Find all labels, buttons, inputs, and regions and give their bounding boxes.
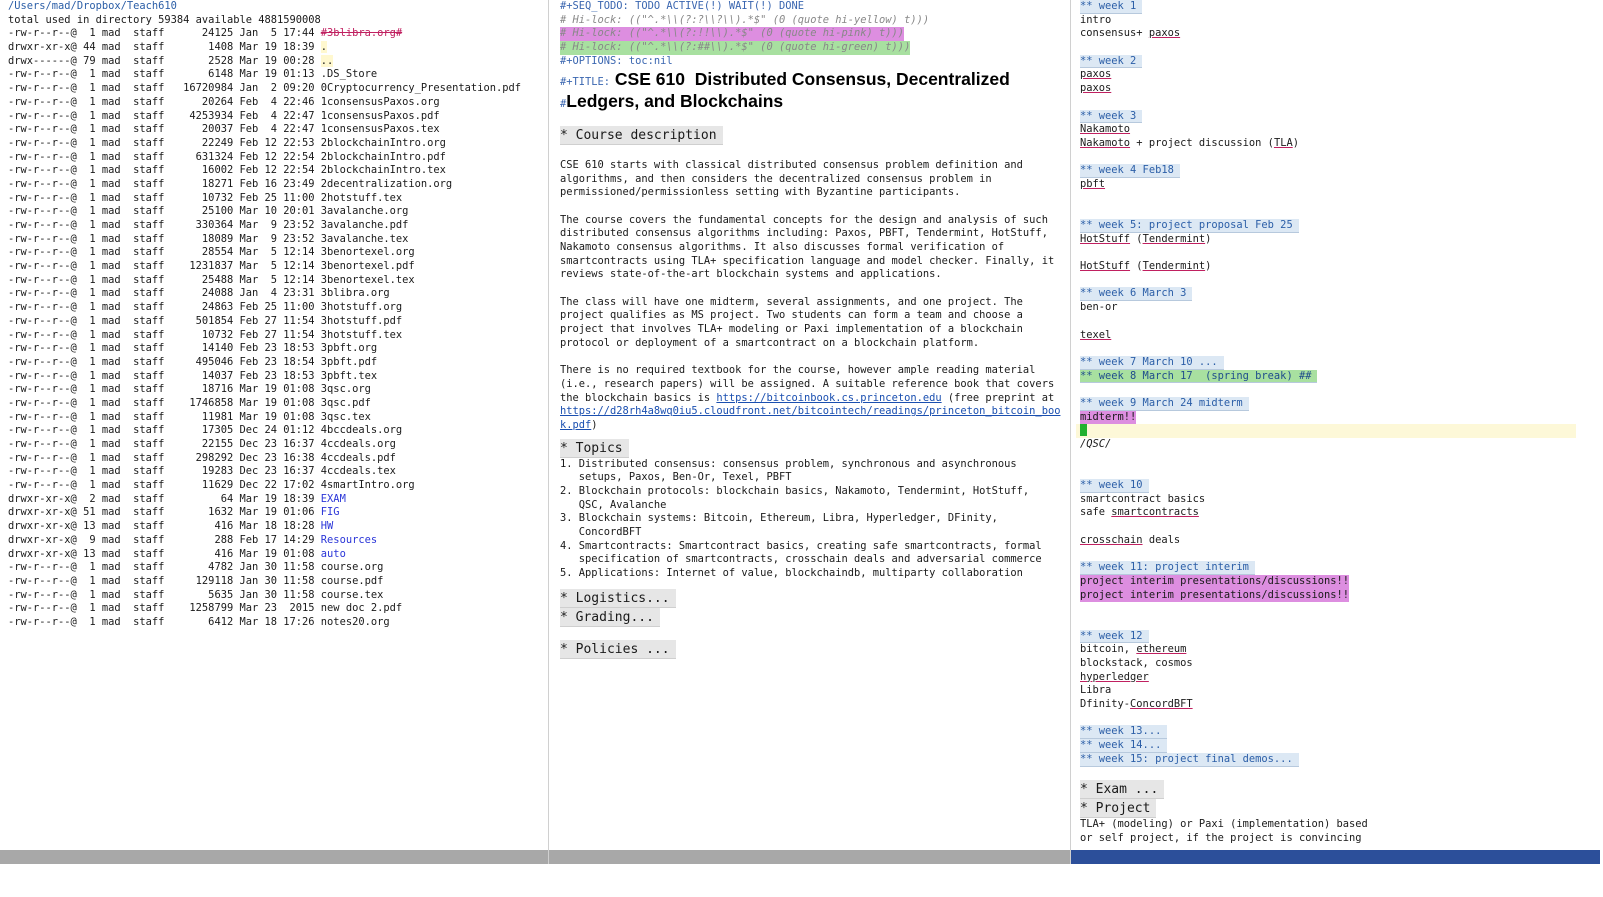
- note-line: Libra: [1080, 684, 1112, 697]
- note-line: safe: [1080, 506, 1112, 519]
- dired-row-meta: -rw-r--r--@ 1 mad staff 1231837 Mar 5 12:14: [8, 260, 321, 273]
- dired-file-name[interactable]: 2decentralization.org: [320, 177, 453, 190]
- topic-line: 3. Blockchain systems: Bitcoin, Ethereum, Libra, Hyperledger, DFinity,: [560, 512, 998, 525]
- week-heading[interactable]: ** week 12: [1080, 630, 1149, 644]
- bitcoinbook-link[interactable]: https://bitcoinbook.cs.princeton.edu: [716, 391, 942, 404]
- modeline-notes-active[interactable]: [1071, 850, 1600, 864]
- dired-row[interactable]: [8, 493, 544, 507]
- dired-row[interactable]: [8, 246, 544, 260]
- topic-line: specification of smartcontracts, crosschain deals and adversarial commerce: [560, 553, 1042, 566]
- dired-row[interactable]: [8, 534, 544, 548]
- dired-row[interactable]: [8, 438, 544, 452]
- dired-row[interactable]: [8, 219, 544, 233]
- dired-row-meta: -rw-r--r--@ 1 mad staff 24863 Feb 25 11:00: [8, 301, 321, 314]
- desc-p4-line2: (i.e., research papers) will be assigned. A suitable reference book that covers: [560, 377, 1055, 390]
- modeline-course[interactable]: [549, 850, 1070, 864]
- note-line: TLA+ (modeling) or Paxi (implementation) based: [1080, 818, 1368, 831]
- dired-file-name[interactable]: 3qsc.tex: [320, 410, 371, 423]
- dired-row[interactable]: [8, 287, 544, 301]
- note-word: HotStuff: [1080, 232, 1131, 245]
- dired-row-meta: -rw-r--r--@ 1 mad staff 24088 Jan 4 23:31: [8, 287, 321, 300]
- topic-line: setups, Paxos, Ben-Or, Texel, PBFT: [560, 471, 792, 484]
- dired-file-name[interactable]: .: [320, 41, 328, 54]
- dired-row-meta: -rw-r--r--@ 1 mad staff 18716 Mar 19 01:08: [8, 383, 321, 396]
- dired-file-name[interactable]: 2blockchainIntro.tex: [320, 164, 446, 177]
- desc-p2-line1: The course covers the fundamental concepts for the design and analysis of such: [560, 213, 1048, 226]
- dired-file-name[interactable]: 1consensusPaxos.org: [320, 95, 440, 108]
- dired-file-name[interactable]: #3blibra.org#: [320, 27, 403, 40]
- dired-row[interactable]: [8, 151, 544, 165]
- dired-directory-name[interactable]: EXAM: [320, 492, 346, 505]
- dired-row[interactable]: [8, 465, 544, 479]
- dired-row-meta: -rw-r--r--@ 1 mad staff 631324 Feb 12 22:54: [8, 150, 321, 163]
- dired-row[interactable]: [8, 548, 544, 562]
- note-line: Dfinity-: [1080, 698, 1131, 711]
- heading-exam[interactable]: * Exam ...: [1080, 780, 1164, 799]
- dired-row-meta: drwxr-xr-x@ 51 mad staff 1632 Mar 19 01:06: [8, 506, 321, 519]
- topic-line: QSC, Avalanche: [560, 498, 667, 511]
- princeton-pdf-link-cont[interactable]: k.pdf: [560, 418, 592, 431]
- dired-row[interactable]: [8, 329, 544, 343]
- text-cursor: [1080, 424, 1087, 436]
- hilock-green-line: # Hi-lock: (("^.*\\(?:##\\).*$" (0 (quote hi-green) t))): [560, 41, 911, 54]
- desc-p3-line1: The class will have one midterm, several assignments, and one project. The: [560, 295, 1023, 308]
- dired-row-meta: -rw-r--r--@ 1 mad staff 18089 Mar 9 23:52: [8, 232, 321, 245]
- dired-row-meta: -rw-r--r--@ 1 mad staff 20264 Feb 4 22:46: [8, 95, 321, 108]
- note-line: hyperledger: [1080, 670, 1149, 683]
- dired-row-meta: -rw-r--r--@ 1 mad staff 10732 Feb 27 11:54: [8, 328, 321, 341]
- dired-row-meta: -rw-r--r--@ 1 mad staff 22155 Dec 23 16:37: [8, 438, 321, 450]
- dired-row-meta: -rw-r--r--@ 1 mad staff 330364 Mar 9 23:52: [8, 219, 321, 231]
- dired-row[interactable]: [8, 383, 544, 397]
- dired-directory-name[interactable]: FIG: [320, 506, 340, 519]
- dired-row-meta: -rw-r--r--@ 1 mad staff 129118 Jan 30 11:58: [8, 574, 321, 587]
- note-word: Tendermint: [1142, 232, 1206, 245]
- dired-row-meta: -rw-r--r--@ 1 mad staff 1258799 Mar 23 2015: [8, 602, 321, 615]
- note-line: /QSC/: [1080, 438, 1112, 450]
- dired-file-name[interactable]: 3qsc.pdf: [320, 396, 371, 409]
- week-heading[interactable]: ** week 1: [1080, 0, 1142, 14]
- dired-row-meta: -rw-r--r--@ 1 mad staff 19283 Dec 23 16:37: [8, 465, 321, 478]
- dired-row[interactable]: [8, 137, 544, 151]
- note-word: paxos: [1148, 27, 1181, 40]
- seq-todo-line: #+SEQ_TODO: TODO ACTIVE(!) WAIT(!) DONE: [560, 0, 804, 12]
- dired-directory-name[interactable]: auto: [320, 547, 346, 560]
- dired-file-name[interactable]: new doc 2.pdf: [320, 602, 403, 615]
- dired-file-name[interactable]: 3benortexel.tex: [320, 273, 415, 286]
- note-word: Tendermint: [1142, 260, 1206, 273]
- dired-row[interactable]: [8, 424, 544, 438]
- note-punct: ): [1205, 232, 1212, 245]
- dired-file-name[interactable]: .DS_Store: [320, 68, 378, 81]
- hilock-yellow-line: # Hi-lock: (("^.*\\(?:?\\?\\).*$" (0 (quote hi-yellow) t))): [560, 13, 930, 26]
- dired-row-meta: -rw-r--r--@ 1 mad staff 25488 Mar 5 12:14: [8, 273, 321, 286]
- dired-row-meta: -rw-r--r--@ 1 mad staff 16002 Feb 12 22:54: [8, 164, 321, 177]
- dired-file-name[interactable]: 3blibra.org: [320, 287, 390, 300]
- week-heading[interactable]: ** week 14...: [1080, 739, 1167, 753]
- note-punct: (: [1130, 260, 1143, 273]
- note-word: Nakamoto: [1080, 136, 1131, 149]
- note-line: texel: [1080, 328, 1112, 341]
- dired-file-name[interactable]: 3qsc.org: [320, 383, 371, 396]
- dired-row[interactable]: [8, 27, 544, 41]
- dired-row-meta: -rw-r--r--@ 1 mad staff 14140 Feb 23 18:53: [8, 342, 321, 355]
- desc-p1-line3: permissioned/permissionless setting with Byzantine participants.: [560, 186, 961, 199]
- dired-file-name[interactable]: 3hotstuff.tex: [320, 328, 403, 341]
- dired-row[interactable]: [8, 520, 544, 534]
- dired-row[interactable]: [8, 616, 544, 630]
- window-divider[interactable]: [1070, 0, 1071, 869]
- week-heading[interactable]: ** week 13...: [1080, 725, 1167, 739]
- dired-row-meta: drwx------@ 79 mad staff 2528 Mar 19 00:28: [8, 54, 321, 67]
- note-punct: (: [1130, 232, 1143, 245]
- week-heading[interactable]: ** week 4 Feb18: [1080, 164, 1180, 178]
- note-line: or self project, if the project is convincing: [1080, 831, 1362, 844]
- topic-line: ConcordBFT: [560, 526, 642, 538]
- topic-line: 2. Blockchain protocols: blockchain basics, Nakamoto, Tendermint, HotStuff,: [560, 484, 1030, 497]
- topic-line: 4. Smartcontracts: Smartcontract basics, creating safe smartcontracts, formal: [560, 539, 1042, 552]
- dired-row[interactable]: [8, 96, 544, 110]
- dired-file-name[interactable]: 2blockchainIntro.pdf: [320, 150, 446, 163]
- dired-row-meta: -rw-r--r--@ 1 mad staff 14037 Feb 23 18:53: [8, 369, 321, 382]
- note-word: crosschain: [1080, 533, 1143, 546]
- week-heading[interactable]: ** week 11: project interim: [1080, 561, 1255, 575]
- desc-p2-line3: Nakamoto consensus algorithms. It also discusses formal verification of: [560, 240, 1005, 253]
- desc-p2-line4: smartcontracts using TLA+ specification language and model checker. Finally, it: [560, 254, 1055, 267]
- modeline-dired[interactable]: [0, 850, 548, 864]
- week-heading[interactable]: ** week 6 March 3: [1080, 287, 1192, 301]
- topic-line: 1. Distributed consensus: consensus problem, synchronous and asynchronous: [560, 457, 1017, 470]
- dired-row-meta: -rw-r--r--@ 1 mad staff 20037 Feb 4 22:47: [8, 123, 321, 136]
- note-line: deals: [1142, 533, 1181, 546]
- dired-row[interactable]: [8, 452, 544, 466]
- heading-grading[interactable]: * Grading...: [560, 608, 660, 627]
- week-heading[interactable]: ** week 5: project proposal Feb 25: [1080, 219, 1299, 233]
- princeton-pdf-link[interactable]: https://d28rh4a8wq0iu5.cloudfront.net/bitcointech/readings/princeton_bitcoin_boo: [560, 405, 1061, 418]
- note-line-highlighted: project interim presentations/discussions!!: [1080, 574, 1349, 587]
- dired-file-name[interactable]: 3avalanche.pdf: [320, 219, 409, 231]
- desc-p1-line1: CSE 610 starts with classical distributed consensus problem definition and: [560, 158, 1023, 171]
- note-punct: ): [1205, 260, 1212, 273]
- dired-row-meta: -rw-r--r--@ 1 mad staff 22249 Feb 12 22:53: [8, 136, 321, 149]
- course-org-pane[interactable]: #+SEQ_TODO: TODO ACTIVE(!) WAIT(!) DONE # Hi-lock: (("^.*\\(?:?\\?\\).*$" (0 (quote hi-yellow) t))) # Hi-lock: (("^.*\\(?:!!\\).*$" (0 (quote hi-pink) t))) # Hi-lock: (("^.*\\(?:##\\).*$" (0 (quote hi-green) t))) #+OPTIONS: toc:nil #+TITLE: CSE 610 Distributed Consensus, Decentralized #Ledgers, and Blockchains * Course description CSE 610 starts with classical distributed consensus problem definition and algorithms, and then considers the decentralized consensus problem in permissioned/permissionless setting with Byzantine participants. The course covers the fundamental concepts for the design and analysis of such distributed consensus algorithms including: Paxos, PBFT, Tendermint, HotStuff, Nakamoto consensus algorithms. It also discusses formal verification of smartcontracts using TLA+ specification language and model checker. Finally, it reviews state-of-the-art blockchain systems and applications. The class will have one midterm, several assignments, and one project. The project qualifies as MS project. Two students can form a team and choose a project that involves TLA+ modeling or Paxi implementation of a blockchain protocol or deployment of a smartcontract on a blockchain platform. There is no required textbook for the course, however ample reading material (i.e., research papers) will be assigned. A suitable reference book that covers the blockchain basics is https://bitcoinbook.cs.princeton.edu (free preprint at https://d28rh4a8wq0iu5.cloudfront.net/bitcointech/readings/princeton_bitcoin_boo k.pdf) * Topics 1. Distributed consensus: consensus problem, synchronous and asynchronous setups, Paxos, Ben-Or, Texel, PBFT 2. Blockchain protocols: blockchain basics, Nakamoto, Tendermint, HotStuff, QSC, Avalanche 3. Blockchain systems: Bitcoin, Ethereum, Libra, Hyperledger, DFinity, ConcordBFT 4. Smartcontracts: Smartcontract basics, creating safe smartcontracts, formal specification of smartcontracts, crosschain deals and adversarial commerce 5. Applications: Internet of value, blockchaindb, multiparty collaboration * Logistics... * Grading... * Policies ...: [560, 0, 1061, 658]
- note-line: pbft: [1080, 177, 1106, 190]
- note-line-highlighted: project interim presentations/discussions!!: [1080, 588, 1349, 601]
- dired-path: /Users/mad/Dropbox/Teach610: [8, 0, 177, 12]
- desc-p4-line3: the blockchain basics is: [560, 391, 717, 404]
- note-line: paxos: [1080, 68, 1112, 81]
- dired-row[interactable]: [8, 575, 544, 589]
- dired-row[interactable]: [8, 164, 544, 178]
- dired-row-meta: drwxr-xr-x@ 9 mad staff 288 Feb 17 14:29: [8, 533, 321, 546]
- dired-row-meta: -rw-r--r--@ 1 mad staff 5635 Jan 30 11:58: [8, 588, 321, 601]
- dired-row-meta: -rw-r--r--@ 1 mad staff 6148 Mar 19 01:13: [8, 68, 321, 81]
- week-heading[interactable]: ** week 8 March 17 (spring break) ##: [1080, 370, 1317, 384]
- note-word: HotStuff: [1080, 260, 1131, 273]
- dired-file-name[interactable]: 4bccdeals.org: [320, 424, 403, 437]
- dired-file-name[interactable]: 3pbft.org: [320, 342, 378, 355]
- current-line[interactable]: [1076, 424, 1576, 438]
- dired-file-name[interactable]: 4ccdeals.tex: [320, 465, 396, 478]
- dired-file-name[interactable]: 2hotstuff.tex: [320, 191, 403, 204]
- dired-row[interactable]: [8, 110, 544, 124]
- dired-directory-name[interactable]: HW: [320, 520, 334, 533]
- dired-row-meta: -rw-r--r--@ 1 mad staff 18271 Feb 16 23:49: [8, 177, 321, 190]
- desc-p1-line2: algorithms, and then considers the decentralized consensus problem in: [560, 172, 992, 185]
- heading-logistics[interactable]: * Logistics...: [560, 589, 676, 608]
- desc-p4-line3-tail: (free preprint at: [941, 391, 1055, 404]
- dired-row-meta: drwxr-xr-x@ 2 mad staff 64 Mar 19 18:39: [8, 492, 321, 505]
- note-word: smartcontracts: [1111, 506, 1199, 519]
- week-heading[interactable]: ** week 15: project final demos...: [1080, 753, 1299, 767]
- dired-row[interactable]: [8, 602, 544, 616]
- dired-file-name[interactable]: 3pbft.pdf: [320, 355, 378, 368]
- dired-row[interactable]: [8, 82, 544, 96]
- dired-row-meta: -rw-r--r--@ 1 mad staff 11981 Mar 19 01:08: [8, 410, 321, 423]
- week-heading[interactable]: ** week 2: [1080, 55, 1142, 69]
- dired-row-meta: -rw-r--r--@ 1 mad staff 6412 Mar 18 17:26: [8, 615, 321, 628]
- dired-row[interactable]: [8, 55, 544, 69]
- dired-file-name[interactable]: course.tex: [320, 588, 384, 601]
- desc-p3-line4: protocol or deployment of a smartcontract on a blockchain platform.: [560, 336, 980, 349]
- note-line: smartcontract basics: [1080, 492, 1206, 505]
- dired-file-name[interactable]: 3benortexel.pdf: [320, 260, 415, 273]
- note-punct: ): [1292, 136, 1299, 149]
- note-line: bitcoin,: [1080, 643, 1137, 656]
- note-line: consensus+: [1080, 27, 1149, 40]
- dired-row[interactable]: [8, 479, 544, 493]
- dired-row-meta: -rw-r--r--@ 1 mad staff 11629 Dec 22 17:02: [8, 479, 321, 492]
- week-heading[interactable]: ** week 3: [1080, 110, 1142, 124]
- dired-file-name[interactable]: 3pbft.tex: [320, 369, 378, 382]
- dired-file-name[interactable]: course.org: [320, 561, 384, 574]
- dired-file-name[interactable]: 3avalanche.org: [320, 205, 409, 218]
- heading-policies[interactable]: * Policies ...: [560, 640, 676, 659]
- dired-row-meta: -rw-r--r--@ 1 mad staff 10732 Feb 25 11:00: [8, 191, 321, 204]
- note-line-highlighted: midterm!!: [1080, 410, 1137, 423]
- dired-row-meta: -rw-r--r--@ 1 mad staff 24125 Jan 5 17:44: [8, 27, 321, 40]
- dired-file-name[interactable]: 4smartIntro.org: [320, 479, 415, 492]
- desc-p3-line2: project qualifies as MS project. Two students can form a team and choose a: [560, 309, 1023, 322]
- heading-topics[interactable]: * Topics: [560, 439, 629, 458]
- dired-row-meta: -rw-r--r--@ 1 mad staff 25100 Mar 10 20:01: [8, 205, 321, 218]
- week-heading[interactable]: ** week 7 March 10 ...: [1080, 356, 1224, 370]
- dired-file-name[interactable]: notes20.org: [320, 615, 390, 628]
- dired-file-name[interactable]: 3avalanche.tex: [320, 232, 409, 245]
- dired-directory-name[interactable]: Resources: [320, 533, 378, 546]
- dired-total: total used in directory 59384 available 4881590008: [8, 13, 321, 26]
- dired-row[interactable]: [8, 301, 544, 315]
- note-line: intro: [1080, 13, 1112, 26]
- dired-row[interactable]: [8, 41, 544, 55]
- dired-file-name[interactable]: 2blockchainIntro.org: [320, 136, 446, 149]
- dired-row-meta: -rw-r--r--@ 1 mad staff 1746858 Mar 19 01:08: [8, 396, 321, 409]
- dired-row-meta: -rw-r--r--@ 1 mad staff 298292 Dec 23 16:38: [8, 451, 321, 464]
- dired-row[interactable]: [8, 561, 544, 575]
- window-divider[interactable]: [548, 0, 549, 869]
- dired-row[interactable]: [8, 68, 544, 82]
- dired-row-meta: drwxr-xr-x@ 44 mad staff 1408 Mar 19 18:39: [8, 41, 321, 54]
- dired-row-meta: -rw-r--r--@ 1 mad staff 28554 Mar 5 12:14: [8, 246, 321, 259]
- title-keyword: #+TITLE:: [560, 76, 611, 89]
- dired-row-meta: -rw-r--r--@ 1 mad staff 17305 Dec 24 01:12: [8, 424, 321, 437]
- dired-row-meta: drwxr-xr-x@ 13 mad staff 416 Mar 19 01:08: [8, 547, 321, 560]
- dired-row[interactable]: [8, 370, 544, 384]
- dired-row[interactable]: [8, 506, 544, 520]
- dired-row[interactable]: [8, 411, 544, 425]
- dired-row-meta: -rw-r--r--@ 1 mad staff 4782 Jan 30 11:58: [8, 561, 321, 574]
- dired-row[interactable]: [8, 178, 544, 192]
- notes20-org-pane[interactable]: [1080, 0, 1592, 869]
- dired-row[interactable]: [8, 260, 544, 274]
- hilock-pink-line: # Hi-lock: (("^.*\\(?:!!\\).*$" (0 (quote hi-pink) t))): [560, 27, 905, 40]
- dired-file-name[interactable]: 3benortexel.org: [320, 246, 415, 259]
- document-title-line1: CSE 610 Distributed Consensus, Decentralized: [614, 69, 1010, 90]
- dired-file-name[interactable]: 1consensusPaxos.tex: [320, 123, 440, 136]
- dired-file-name[interactable]: 3hotstuff.org: [320, 301, 403, 314]
- dired-row[interactable]: [8, 315, 544, 329]
- week-heading[interactable]: ** week 10: [1080, 479, 1149, 493]
- dired-file-name[interactable]: course.pdf: [320, 574, 384, 587]
- dired-file-list: [8, 27, 544, 629]
- dired-row[interactable]: [8, 192, 544, 206]
- heading-project[interactable]: * Project: [1080, 799, 1156, 818]
- dired-file-name[interactable]: 4ccdeals.pdf: [320, 451, 396, 464]
- dired-row-meta: -rw-r--r--@ 1 mad staff 501854 Feb 27 11:54: [8, 314, 321, 327]
- dired-row[interactable]: [8, 397, 544, 411]
- dired-pane[interactable]: [8, 0, 544, 869]
- dired-row[interactable]: [8, 356, 544, 370]
- desc-p2-line2: distributed consensus algorithms including: Paxos, PBFT, Tendermint, HotStuff,: [560, 227, 1048, 240]
- note-word: TLA: [1273, 136, 1293, 149]
- desc-p4-close-paren: ): [591, 418, 598, 431]
- dired-row[interactable]: [8, 342, 544, 356]
- dired-row[interactable]: [8, 123, 544, 137]
- note-line: paxos: [1080, 82, 1112, 95]
- minibuffer[interactable]: [0, 864, 1600, 897]
- note-line: ben-or: [1080, 301, 1118, 314]
- dired-row-meta: -rw-r--r--@ 1 mad staff 4253934 Feb 4 22:47: [8, 109, 321, 122]
- dired-row[interactable]: [8, 274, 544, 288]
- note-line: blockstack, cosmos: [1080, 657, 1193, 669]
- dired-row-meta: -rw-r--r--@ 1 mad staff 495046 Feb 23 18:54: [8, 355, 321, 368]
- options-line: #+OPTIONS: toc:nil: [560, 54, 673, 67]
- desc-p4-line1: There is no required textbook for the course, however ample reading material: [560, 364, 1036, 377]
- document-title-line2: Ledgers, and Blockchains: [566, 91, 784, 112]
- dired-file-name[interactable]: 4ccdeals.org: [320, 438, 396, 450]
- note-line: Nakamoto: [1080, 123, 1131, 136]
- dired-file-name[interactable]: 3hotstuff.pdf: [320, 314, 403, 327]
- dired-row-meta: -rw-r--r--@ 1 mad staff 16720984 Jan 2 09:20: [8, 82, 321, 95]
- note-word: ethereum: [1136, 643, 1187, 656]
- desc-p3-line3: project that involves TLA+ modeling or Paxi implementation of a blockchain: [560, 323, 1023, 336]
- dired-row-meta: drwxr-xr-x@ 13 mad staff 416 Mar 18 18:28: [8, 520, 321, 533]
- dired-row[interactable]: [8, 233, 544, 247]
- week-heading[interactable]: ** week 9 March 24 midterm: [1080, 397, 1249, 411]
- dired-row[interactable]: [8, 589, 544, 603]
- note-line: + project discussion (: [1130, 136, 1274, 149]
- heading-course-description[interactable]: * Course description: [560, 126, 723, 145]
- dired-file-name[interactable]: 0Cryptocurrency_Presentation.pdf: [320, 82, 521, 95]
- topic-line: 5. Applications: Internet of value, blockchaindb, multiparty collaboration: [560, 567, 1023, 580]
- note-word: ConcordBFT: [1130, 698, 1193, 711]
- dired-file-name[interactable]: ..: [320, 54, 334, 67]
- dired-row[interactable]: [8, 205, 544, 219]
- desc-p2-line5: reviews state-of-the-art blockchain systems and applications.: [560, 268, 942, 281]
- dired-file-name[interactable]: 1consensusPaxos.pdf: [320, 109, 440, 122]
